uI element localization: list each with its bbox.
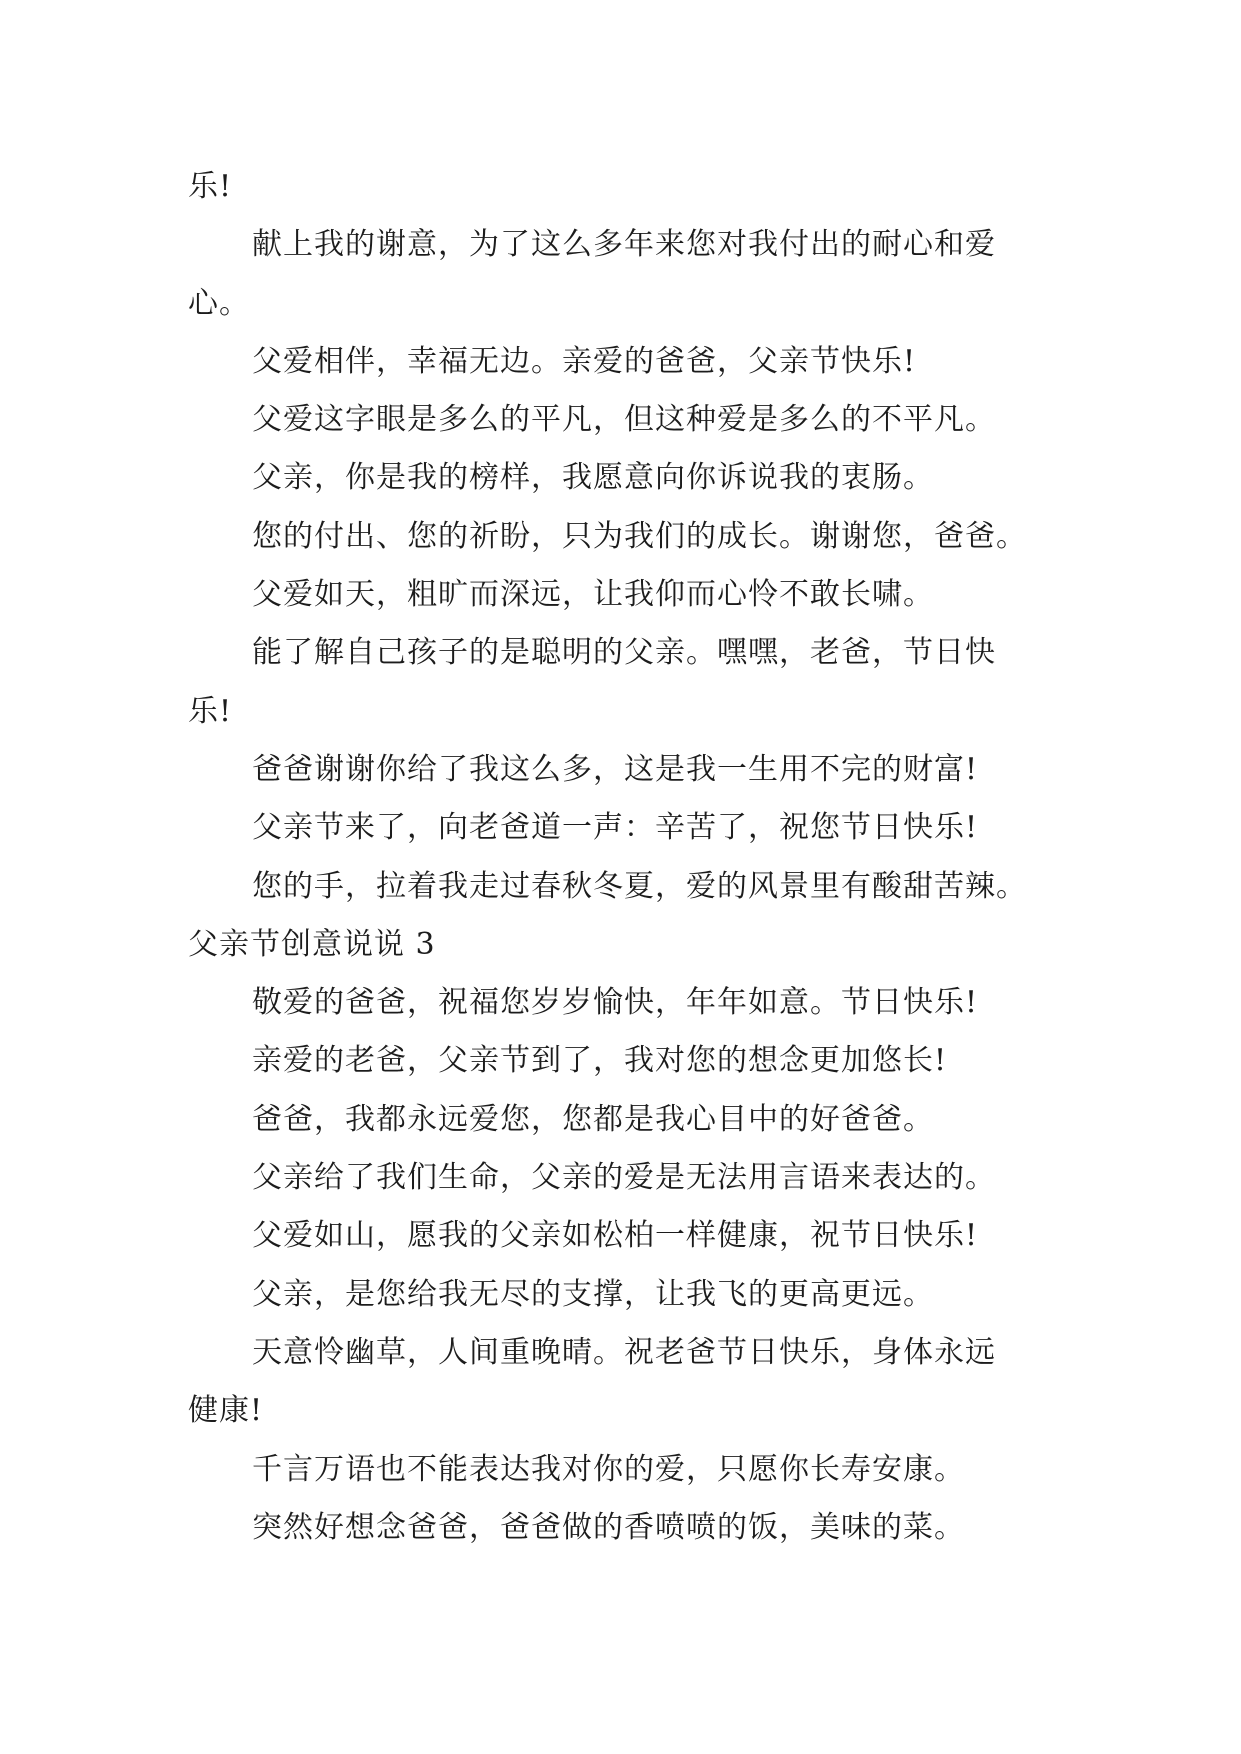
text-line: 心。 bbox=[188, 285, 250, 321]
section-heading: 父亲节创意说说 3 bbox=[188, 926, 436, 962]
text-line: 敬爱的爸爸，祝福您岁岁愉快，年年如意。节日快乐! bbox=[252, 985, 979, 1021]
text-line: 亲爱的老爸，父亲节到了，我对您的想念更加悠长! bbox=[252, 1043, 948, 1079]
text-line: 父亲节来了，向老爸道一声：辛苦了，祝您节日快乐! bbox=[252, 810, 979, 846]
text-line: 父爱相伴，幸福无边。亲爱的爸爸，父亲节快乐! bbox=[252, 343, 917, 379]
text-line: 乐! bbox=[188, 693, 233, 729]
text-line: 天意怜幽草，人间重晚晴。祝老爸节日快乐，身体永远 bbox=[252, 1334, 996, 1370]
text-line: 突然好想念爸爸，爸爸做的香喷喷的饭，美味的菜。 bbox=[252, 1509, 965, 1545]
text-line: 父亲，是您给我无尽的支撑，让我飞的更高更远。 bbox=[252, 1276, 934, 1312]
text-line: 父爱如天，粗旷而深远，让我仰而心怜不敢长啸。 bbox=[252, 577, 934, 613]
text-line: 您的付出、您的祈盼，只为我们的成长。谢谢您，爸爸。 bbox=[252, 518, 1027, 554]
text-line: 健康! bbox=[188, 1393, 264, 1429]
text-line: 献上我的谢意，为了这么多年来您对我付出的耐心和爱 bbox=[252, 227, 996, 263]
text-line: 爸爸，我都永远爱您，您都是我心目中的好爸爸。 bbox=[252, 1101, 934, 1137]
text-line: 父爱如山，愿我的父亲如松柏一样健康，祝节日快乐! bbox=[252, 1218, 979, 1254]
text-line: 千言万语也不能表达我对你的爱，只愿你长寿安康。 bbox=[252, 1451, 965, 1487]
text-line: 您的手，拉着我走过春秋冬夏，爱的风景里有酸甜苦辣。 bbox=[252, 868, 1027, 904]
text-line: 爸爸谢谢你给了我这么多，这是我一生用不完的财富! bbox=[252, 751, 979, 787]
text-line: 能了解自己孩子的是聪明的父亲。嘿嘿，老爸，节日快 bbox=[252, 635, 996, 671]
text-line: 乐! bbox=[188, 169, 233, 204]
text-line: 父亲给了我们生命，父亲的爱是无法用言语来表达的。 bbox=[252, 1160, 996, 1196]
text-line: 父亲，你是我的榜样，我愿意向你诉说我的衷肠。 bbox=[252, 460, 934, 496]
text-line: 父爱这字眼是多么的平凡，但这种爱是多么的不平凡。 bbox=[252, 402, 996, 438]
document-body bbox=[188, 158, 1068, 1557]
